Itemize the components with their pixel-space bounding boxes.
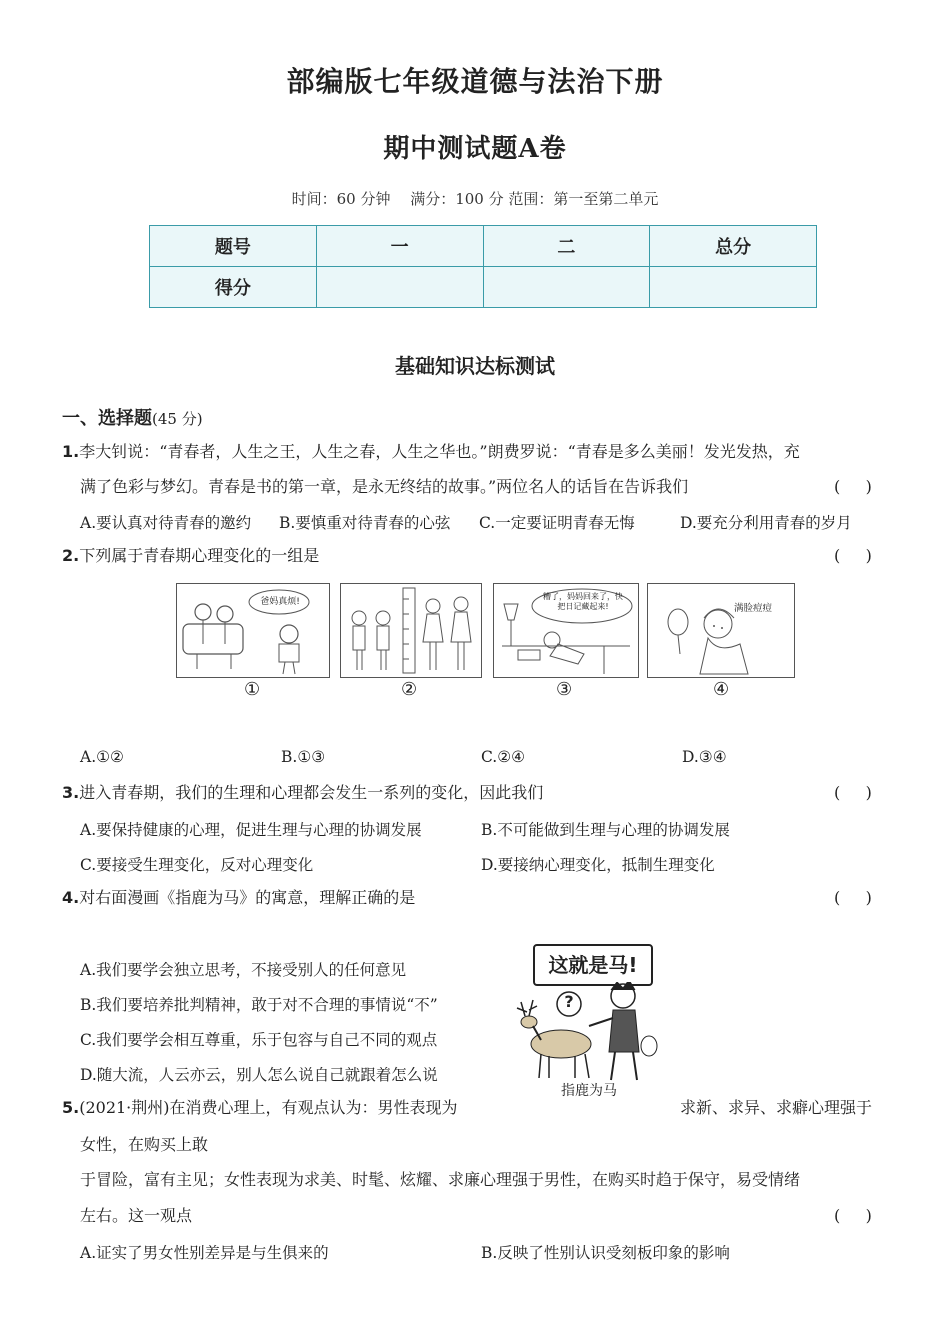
q1-option-b[interactable]: B.要慎重对待青春的心弦	[279, 514, 451, 532]
score-cell: 二	[483, 226, 650, 267]
score-input-cell[interactable]	[650, 267, 817, 308]
question-5-line1	[62, 1098, 458, 1117]
comic-panel-4	[647, 583, 795, 678]
panel-number: ②	[401, 679, 418, 700]
question-number: 4.	[62, 888, 80, 907]
answer-blank[interactable]: ( )	[834, 1206, 872, 1225]
score-table-score-row	[150, 267, 817, 308]
score-table	[149, 225, 817, 308]
question-number: 3.	[62, 783, 80, 802]
q4-option-d[interactable]: D.随大流，人云亦云，别人怎么说自己就跟着怎么说	[80, 1066, 438, 1084]
question-5-line1-cont: 求新、求异、求癖心理强于	[680, 1098, 873, 1117]
question-text: 下列属于青春期心理变化的一组是	[79, 546, 320, 565]
score-cell: 总分	[650, 226, 817, 267]
question-5-line3: 于冒险，富有主见；女性表现为求美、时髦、炫耀、求廉心理强于男性，在购买时趋于保守，易受情绪	[80, 1170, 801, 1189]
q4-option-a[interactable]: A.我们要学会独立思考，不接受别人的任何意见	[80, 961, 407, 979]
deer-and-man-illustration	[503, 982, 675, 1082]
q3-option-b[interactable]: B.不可能做到生理与心理的协调发展	[481, 821, 730, 839]
comic-panel-3	[493, 583, 639, 678]
q3-option-d[interactable]: D.要接纳心理变化，抵制生理变化	[481, 856, 715, 874]
question-5-line4: 左右。这一观点	[80, 1206, 193, 1225]
q2-option-b[interactable]: B.①③	[281, 748, 326, 766]
deer-horse-cartoon	[503, 942, 675, 1100]
q4-option-c[interactable]: C.我们要学会相互尊重，乐于包容与自己不同的观点	[80, 1031, 438, 1049]
answer-blank[interactable]: ( )	[834, 783, 872, 802]
question-text: 李大钊说：“青春者，人生之王，人生之春，人生之华也。”朗费罗说：“青春是多么美丽！发光发热，充	[79, 442, 800, 461]
exam-meta: 时间：60 分钟 满分：100 分 范围：第一至第二单元	[291, 190, 659, 208]
question-mark-bubble: ?	[564, 992, 574, 1011]
score-table-header-row	[150, 226, 817, 267]
question-5-line2: 女性，在购买上敢	[80, 1135, 209, 1154]
question-1-line1	[62, 442, 800, 461]
mirror-illustration	[648, 584, 794, 677]
q3-option-a[interactable]: A.要保持健康的心理，促进生理与心理的协调发展	[80, 821, 422, 839]
section-title: 基础知识达标测试	[395, 354, 555, 378]
q2-option-c[interactable]: C.②④	[481, 748, 526, 766]
q2-option-d[interactable]: D.③④	[682, 748, 727, 766]
panel-number: ①	[244, 679, 261, 700]
answer-blank[interactable]: ( )	[834, 888, 872, 907]
question-number: 2.	[62, 546, 80, 565]
answer-blank[interactable]: ( )	[834, 546, 872, 565]
part-points: (45 分)	[152, 410, 203, 428]
score-cell: 一	[316, 226, 483, 267]
score-input-cell[interactable]	[316, 267, 483, 308]
question-text: 对右面漫画《指鹿为马》的寓意，理解正确的是	[79, 888, 416, 907]
question-number: 5.	[62, 1098, 80, 1117]
score-input-cell[interactable]	[483, 267, 650, 308]
question-number: 1.	[62, 442, 80, 461]
panel-number: ③	[556, 679, 573, 700]
q3-option-c[interactable]: C.要接受生理变化，反对心理变化	[80, 856, 314, 874]
cartoon-title-box	[533, 944, 653, 986]
growth-illustration	[341, 584, 481, 677]
q2-option-a[interactable]: A.①②	[80, 748, 124, 766]
doc-subtitle: 期中测试题A卷	[383, 134, 567, 164]
question-4	[62, 888, 415, 907]
comic-panel-1	[176, 583, 330, 678]
cartoon-title: 这就是马!	[548, 953, 638, 977]
question-text: 进入青春期，我们的生理和心理都会发生一系列的变化，因此我们	[79, 783, 544, 802]
speech-bubble-text: 爸妈真烦!	[260, 597, 300, 607]
speech-bubble-text: 糟了，妈妈回来了，快把日记藏起来!	[543, 592, 623, 611]
panel-number: ④	[713, 679, 730, 700]
score-cell: 得分	[150, 267, 317, 308]
question-3	[62, 783, 543, 802]
doc-title: 部编版七年级道德与法治下册	[286, 65, 664, 98]
thought-text: 满脸痘痘	[734, 603, 773, 614]
part-heading	[62, 404, 203, 430]
score-cell: 题号	[150, 226, 317, 267]
q1-option-c[interactable]: C.一定要证明青春无悔	[479, 514, 635, 532]
answer-blank[interactable]: ( )	[834, 477, 872, 496]
q1-option-d[interactable]: D.要充分利用青春的岁月	[680, 514, 852, 532]
cartoon-caption: 指鹿为马	[561, 1083, 617, 1099]
q5-option-b[interactable]: B.反映了性别认识受刻板印象的影响	[481, 1244, 730, 1262]
comic-panel-2	[340, 583, 482, 678]
question-text: (2021·荆州)在消费心理上，有观点认为：男性表现为	[79, 1098, 458, 1117]
q4-option-b[interactable]: B.我们要培养批判精神，敢于对不合理的事情说“不”	[80, 996, 438, 1014]
part-label: 一、选择题	[62, 408, 152, 429]
q5-option-a[interactable]: A.证实了男女性别差异是与生俱来的	[80, 1244, 329, 1262]
question-1-line2: 满了色彩与梦幻。青春是书的第一章，是永无终结的故事。”两位名人的话旨在告诉我们	[80, 477, 689, 496]
q1-option-a[interactable]: A.要认真对待青春的邀约	[80, 514, 252, 532]
question-2	[62, 546, 319, 565]
